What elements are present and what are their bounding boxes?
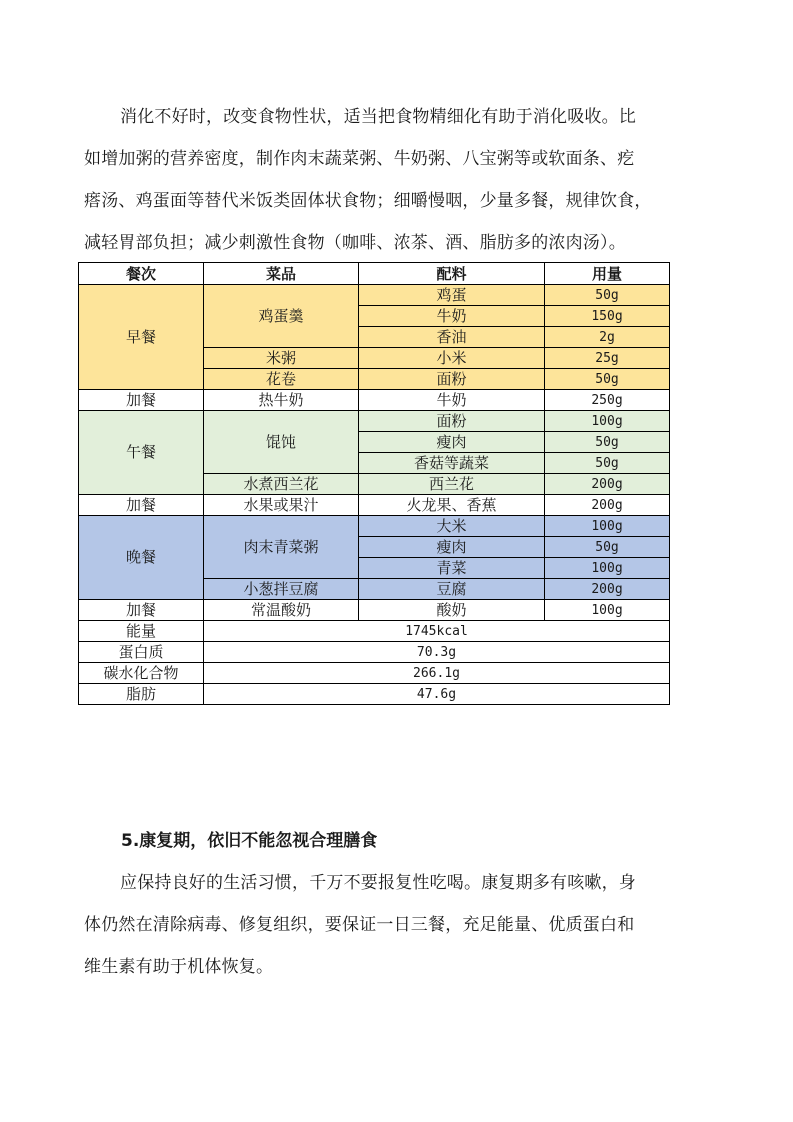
- totals-row-protein: [79, 642, 670, 663]
- amount-cell: 100g: [545, 558, 670, 579]
- dish-cell: 小葱拌豆腐: [204, 579, 359, 600]
- dish-cell: 馄饨: [204, 411, 359, 474]
- meal-snack: 加餐: [79, 495, 204, 516]
- header-dish: 菜品: [204, 263, 359, 285]
- intro-line-2: 如增加粥的营养密度，制作肉末蔬菜粥、牛奶粥、八宝粥等或软面条、疙: [84, 149, 635, 169]
- amount-cell: 100g: [545, 411, 670, 432]
- meal-snack: 加餐: [79, 600, 204, 621]
- ingredient-cell: 牛奶: [359, 306, 545, 327]
- amount-cell: 25g: [545, 348, 670, 369]
- amount-cell: 250g: [545, 390, 670, 411]
- amount-cell: 50g: [545, 369, 670, 390]
- total-value: 266.1g: [204, 663, 670, 684]
- table-header-row: [79, 263, 670, 285]
- amount-cell: 50g: [545, 285, 670, 306]
- ingredient-cell: 面粉: [359, 369, 545, 390]
- amount-cell: 50g: [545, 453, 670, 474]
- ingredient-cell: 大米: [359, 516, 545, 537]
- dish-cell: 米粥: [204, 348, 359, 369]
- amount-cell: 200g: [545, 579, 670, 600]
- dish-cell: 肉末青菜粥: [204, 516, 359, 579]
- section-paragraph: [84, 862, 704, 988]
- totals-row-fat: [79, 684, 670, 705]
- section-line-2: 体仍然在清除病毒、修复组织，要保证一日三餐，充足能量、优质蛋白和: [84, 915, 635, 935]
- total-value: 70.3g: [204, 642, 670, 663]
- ingredient-cell: 小米: [359, 348, 545, 369]
- ingredient-cell: 酸奶: [359, 600, 545, 621]
- meal-snack: 加餐: [79, 390, 204, 411]
- intro-line-1: 消化不好时，改变食物性状，适当把食物精细化有助于消化吸收。比: [120, 107, 636, 127]
- amount-cell: 2g: [545, 327, 670, 348]
- intro-line-4: 减轻胃部负担；减少刺激性食物（咖啡、浓茶、酒、脂肪多的浓肉汤）。: [84, 233, 626, 253]
- meal-dinner: 晚餐: [79, 516, 204, 600]
- section-line-1: 应保持良好的生活习惯，千万不要报复性吃喝。康复期多有咳嗽，身: [120, 873, 636, 893]
- amount-cell: 50g: [545, 537, 670, 558]
- amount-cell: 200g: [545, 495, 670, 516]
- dish-cell: 热牛奶: [204, 390, 359, 411]
- intro-paragraph: [84, 96, 704, 264]
- ingredient-cell: 牛奶: [359, 390, 545, 411]
- total-label: 能量: [79, 621, 204, 642]
- ingredient-cell: 瘦肉: [359, 537, 545, 558]
- meal-breakfast: 早餐: [79, 285, 204, 390]
- totals-row-carbohydrate: [79, 663, 670, 684]
- meal-lunch: 午餐: [79, 411, 204, 495]
- amount-cell: 100g: [545, 600, 670, 621]
- ingredient-cell: 鸡蛋: [359, 285, 545, 306]
- ingredient-cell: 西兰花: [359, 474, 545, 495]
- table-row: [79, 411, 670, 432]
- ingredient-cell: 面粉: [359, 411, 545, 432]
- ingredient-cell: 香菇等蔬菜: [359, 453, 545, 474]
- table-row: [79, 495, 670, 516]
- intro-line-3: 瘩汤、鸡蛋面等替代米饭类固体状食物；细嚼慢咽，少量多餐，规律饮食，: [84, 191, 652, 211]
- total-value: 47.6g: [204, 684, 670, 705]
- ingredient-cell: 豆腐: [359, 579, 545, 600]
- total-value: 1745kcal: [204, 621, 670, 642]
- table-row: [79, 285, 670, 306]
- ingredient-cell: 火龙果、香蕉: [359, 495, 545, 516]
- dish-cell: 鸡蛋羹: [204, 285, 359, 348]
- ingredient-cell: 瘦肉: [359, 432, 545, 453]
- amount-cell: 200g: [545, 474, 670, 495]
- total-label: 蛋白质: [79, 642, 204, 663]
- header-meal: 餐次: [79, 263, 204, 285]
- total-label: 碳水化合物: [79, 663, 204, 684]
- section-line-3: 维生素有助于机体恢复。: [84, 957, 274, 977]
- amount-cell: 50g: [545, 432, 670, 453]
- ingredient-cell: 香油: [359, 327, 545, 348]
- table-row: [79, 516, 670, 537]
- dish-cell: 水果或果汁: [204, 495, 359, 516]
- table-row: [79, 600, 670, 621]
- meal-plan-table: [78, 262, 670, 705]
- amount-cell: 150g: [545, 306, 670, 327]
- section-heading: 5.康复期，依旧不能忽视合理膳食: [121, 831, 378, 851]
- amount-cell: 100g: [545, 516, 670, 537]
- header-amount: 用量: [545, 263, 670, 285]
- ingredient-cell: 青菜: [359, 558, 545, 579]
- dish-cell: 常温酸奶: [204, 600, 359, 621]
- total-label: 脂肪: [79, 684, 204, 705]
- header-ingredient: 配料: [359, 263, 545, 285]
- totals-row-energy: [79, 621, 670, 642]
- dish-cell: 花卷: [204, 369, 359, 390]
- table-row: [79, 390, 670, 411]
- dish-cell: 水煮西兰花: [204, 474, 359, 495]
